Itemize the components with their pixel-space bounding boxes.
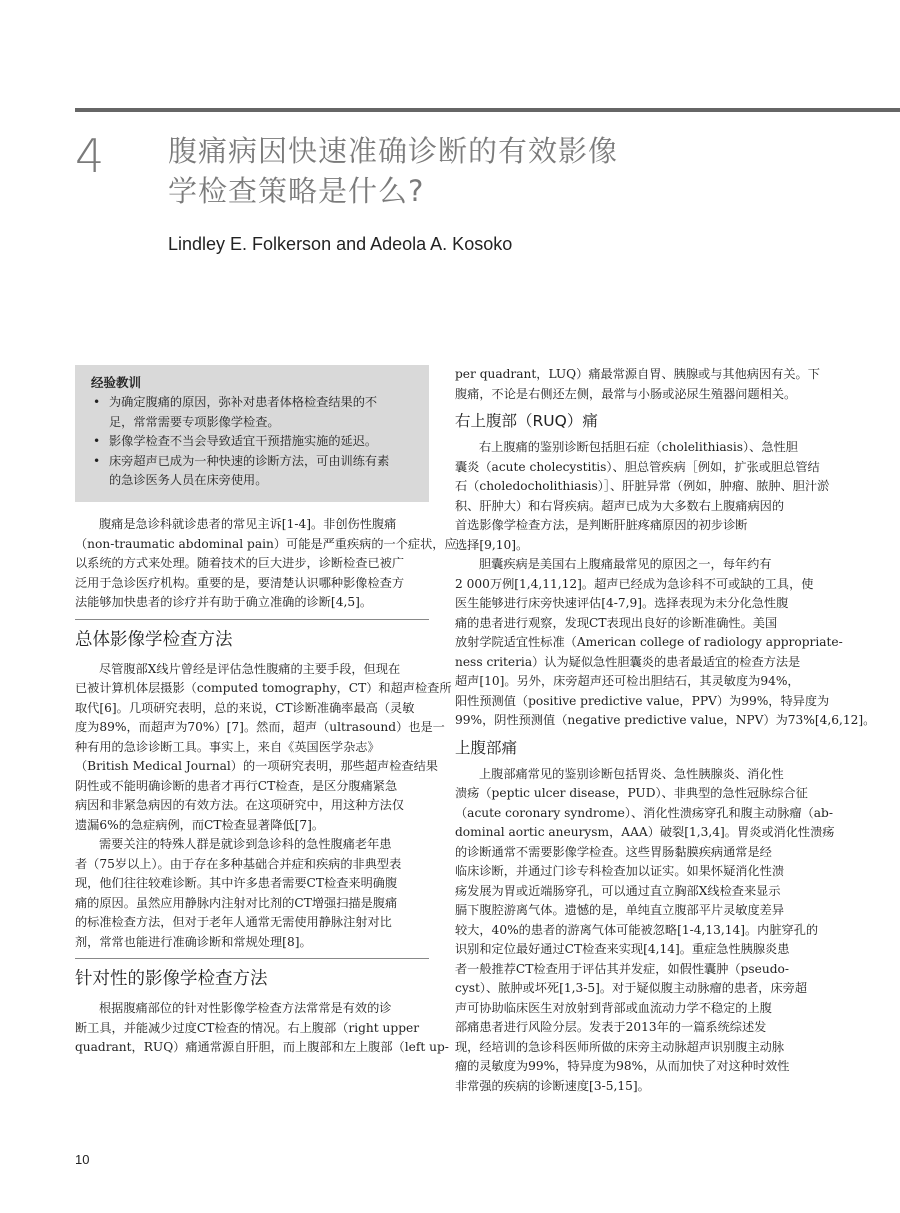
text-line: 选择[9,10]。 [455,537,529,552]
text-line: 部痛患者进行风险分层。发表于2013年的一篇系统综述发 [455,1020,767,1034]
text-line: 取代[6]。几项研究表明，总的来说，CT诊断准确率最高（灵敏 [75,700,415,715]
text-line: 声可协助临床医生对放射到背部或血流动力学不稳定的上腹 [455,1000,772,1015]
text-line: 泛用于急诊医疗机构。重要的是，要清楚认识哪种影像检查方 [75,575,405,590]
text-line: 囊炎（acute cholecystitis）、胆总管疾病［例如，扩张或胆总管结 [455,459,820,474]
intro-paragraph [75,515,457,613]
general-paragraph-2 [75,835,429,952]
text-line: 识别和定位最好通过CT检查来实现[4,14]。重症急性胰腺炎患 [455,942,790,956]
ruq-paragraph-2 [455,555,876,731]
text-line: 积、肝肿大）和右肾疾病。超声已成为大多数右上腹痛病因的 [455,498,785,513]
text-line: 石（choledocholithiasis）］、肝脏异常（例如，肿瘤、脓肿、胆汁淤 [455,479,830,493]
text-line: 99%，阴性预测值（negative predictive value，NPV）为73%[4,6,12]。 [455,713,876,727]
text-line: 足，常常需要专项影像学检查。 [109,414,280,429]
section-heading-general: 总体影像学检查方法 [75,619,429,652]
authors: Lindley E. Folkerson and Adeola A. Kosoko [168,234,513,254]
text-line: 阳性预测值（positive predictive value，PPV）为99%，特异度为 [455,693,830,708]
text-line: 以系统的方式来处理。随着技术的巨大进步，诊断检查已被广 [75,556,405,570]
left-column [75,365,457,1058]
text-line: 剂，常常也能进行准确诊断和常规处理[8]。 [75,934,312,949]
chapter-number: 4 [75,129,105,183]
text-line: 首选影像学检查方法，是判断肝脏疼痛原因的初步诊断 [455,518,748,532]
chapter-title-line: 腹痛病因快速准确诊断的有效影像 [168,134,619,168]
text-line: 根据腹痛部位的针对性影像学检查方法常常是有效的诊 [99,1001,392,1015]
text-line: ness criteria）认为疑似急性胆囊炎的患者最适宜的检查方法是 [455,654,801,669]
text-line: 2 000万例[1,4,11,12]。超声已经成为急诊科不可或缺的工具，使 [455,576,814,591]
text-line: （British Medical Journal）的一项研究表明，那些超声检查结果 [75,759,438,773]
continued-paragraph [455,365,820,404]
text-line: 现，他们往往较难诊断。其中许多患者需要CT检查来明确腹 [75,876,398,890]
text-line: • 床旁超声已成为一种快速的诊断方法，可由训练有素 [109,453,390,468]
text-line: 超声[10]。另外，床旁超声还可检出胆结石，其灵敏度为94%， [455,674,800,688]
text-line: 度为89%，而超声为70%）[7]。然而，超声（ultrasound）也是一 [75,720,445,734]
subsection-heading-ruq: 右上腹部（RUQ）痛 [455,412,598,430]
lessons-title: 经验教训 [91,375,142,390]
lesson-item [91,452,415,491]
chapter-title-line: 学检查策略是什么? [168,174,425,208]
text-line: 已被计算机体层摄影（computed tomography，CT）和超声检查所 [75,681,452,695]
text-line: 的诊断通常不需要影像学检查。这些胃肠黏膜疾病通常是经 [455,844,772,859]
text-line: dominal aortic aneurysm，AAA）破裂[1,3,4]。胃炎或消化性溃疡 [455,825,835,839]
text-line: quadrant，RUQ）痛通常源自肝胆，而上腹部和左上腹部（left up- [75,1040,449,1054]
text-line: 溃疡（peptic ulcer disease，PUD）、非典型的急性冠脉综合征 [455,786,808,800]
text-line: • 影像学检查不当会导致适宜干预措施实施的延迟。 [109,434,378,448]
text-line: 较大，40%的患者的游离气体可能被忽略[1-4,13,14]。内脏穿孔的 [455,922,819,937]
text-line: 疡发展为胃或近端肠穿孔，可以通过直立胸部X线检查来显示 [455,883,781,898]
text-line: 现，经培训的急诊科医师所做的床旁主动脉超声识别腹主动脉 [455,1039,785,1054]
subsection-heading-upper: 上腹部痛 [455,738,518,757]
text-line: • 为确定腹痛的原因，弥补对患者体格检查结果的不 [109,395,378,409]
top-rule [75,108,900,112]
targeted-paragraph-1 [75,999,449,1058]
text-line: cyst）、脓肿或坏死[1,3-5]。对于疑似腹主动脉瘤的患者，床旁超 [455,981,808,995]
text-line: 痛的原因。虽然应用静脉内注射对比剂的CT增强扫描是腹痛 [75,895,398,910]
text-line: 上腹部痛常见的鉴别诊断包括胃炎、急性胰腺炎、消化性 [479,766,784,781]
text-line: 医生能够进行床旁快速评估[4-7,9]。选择表现为未分化急性腹 [455,596,789,610]
lessons-box [75,365,429,502]
text-line: 的标准检查方法，但对于老年人通常无需使用静脉注射对比 [75,915,392,929]
text-line: 非常强的疾病的诊断速度[3-5,15]。 [455,1078,650,1093]
text-line: 者（75岁以上）。由于存在多种基础合并症和疾病的非典型表 [75,856,402,871]
general-paragraph-1 [75,660,452,836]
text-line: 膈下腹腔游离气体。遗憾的是，单纯直立腹部平片灵敏度差异 [455,903,785,917]
text-line: 右上腹痛的鉴别诊断包括胆石症（cholelithiasis）、急性胆 [479,440,798,454]
text-line: （acute coronary syndrome）、消化性溃疡穿孔和腹主动脉瘤（ab- [455,805,833,820]
upper-paragraph-1 [455,765,835,1097]
text-line: 腹痛，不论是右侧还左侧，最常与小肠或泌尿生殖器问题相关。 [455,386,797,401]
text-line: 放射学院适宜性标准（American college of radiology appropriate- [455,635,843,649]
chapter-title [168,131,618,211]
text-line: 遗漏6%的急症病例，而CT检查显著降低[7]。 [75,817,325,832]
text-line: 腹痛是急诊科就诊患者的常见主诉[1-4]。非创伤性腹痛 [99,517,397,531]
text-line: 阴性或不能明确诊断的患者才再行CT检查，是区分腹痛紧急 [75,778,398,793]
lesson-item [91,393,415,432]
right-column [455,365,876,1096]
text-line: 需要关注的特殊人群是就诊到急诊科的急性腹痛老年患 [99,837,392,851]
text-line: 者一般推荐CT检查用于评估其并发症，如假性囊肿（pseudo- [455,961,789,976]
text-line: 尽管腹部X线片曾经是评估急性腹痛的主要手段，但现在 [99,661,401,676]
section-heading-targeted: 针对性的影像学检查方法 [75,958,429,991]
text-line: 痛的患者进行观察，发现CT表现出良好的诊断准确性。美国 [455,615,778,630]
page-number: 10 [75,1152,90,1167]
text-line: per quadrant，LUQ）痛最常源自胃、胰腺或与其他病因有关。下 [455,367,820,381]
text-line: 种有用的急诊诊断工具。事实上，来自《英国医学杂志》 [75,739,380,754]
ruq-paragraph-1 [455,438,830,555]
text-line: 病因和非紧急病因的有效方法。在这项研究中，用这种方法仅 [75,798,405,812]
lessons-list [91,393,415,491]
text-line: 的急诊医务人员在床旁使用。 [109,473,268,487]
text-line: 断工具，并能减少过度CT检查的情况。右上腹部（right upper [75,1020,420,1035]
text-line: 临床诊断，并通过门诊专科检查加以证实。如果怀疑消化性溃 [455,864,785,878]
text-line: （non-traumatic abdominal pain）可能是严重疾病的一个症状，应 [75,536,457,551]
text-line: 瘤的灵敏度为99%，特异度为98%，从而加快了对这种时效性 [455,1059,790,1073]
text-line: 胆囊疾病是美国右上腹痛最常见的原因之一，每年约有 [479,557,772,571]
lesson-item [91,432,415,452]
text-line: 法能够加快患者的诊疗并有助于确立准确的诊断[4,5]。 [75,595,373,609]
